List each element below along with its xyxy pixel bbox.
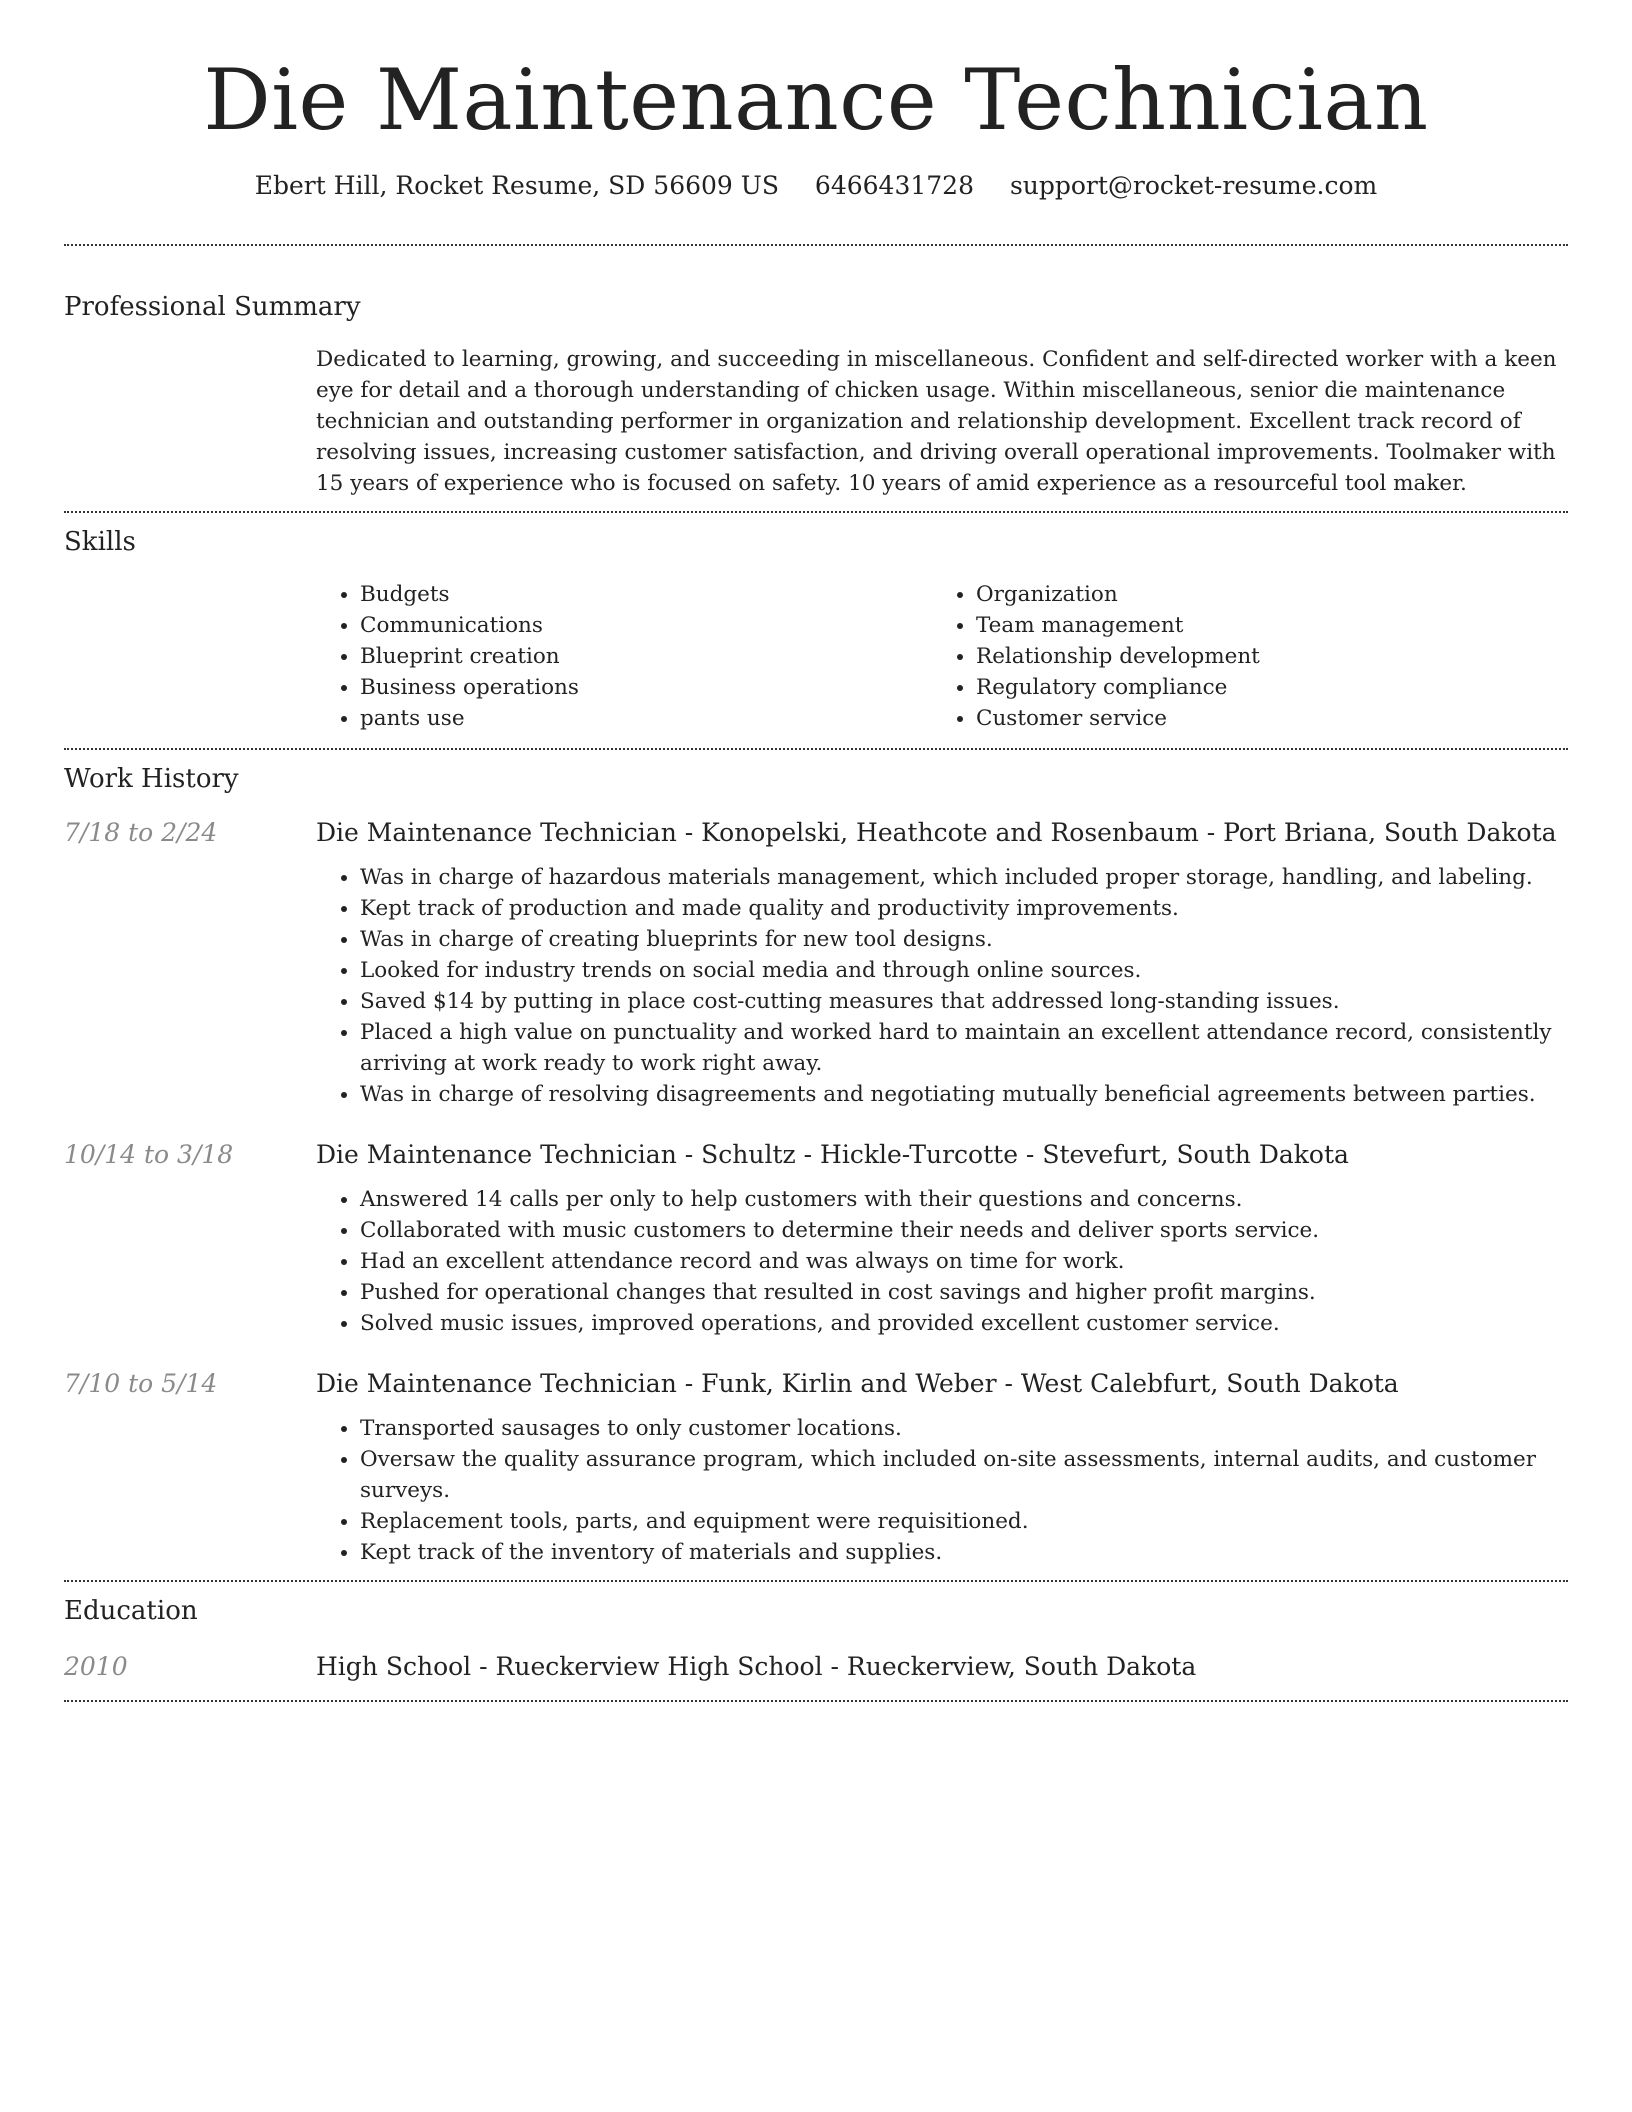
skill-item: • Budgets bbox=[360, 579, 932, 610]
skill-item: • Blueprint creation bbox=[360, 641, 932, 672]
skill-item: • Business operations bbox=[360, 672, 932, 703]
job-bullet: • Was in charge of hazardous materials management, which included proper storage, handling, and labeling. bbox=[360, 862, 1568, 893]
job-dates: 7/10 to 5/14 bbox=[64, 1369, 218, 1398]
job-body bbox=[316, 1138, 1568, 1339]
job-bullet: • Solved music issues, improved operations, and provided excellent customer service. bbox=[360, 1308, 1568, 1339]
job-heading: Die Maintenance Technician - Schultz - Hickle-Turcotte - Stevefurt, South Dakota bbox=[316, 1140, 1349, 1169]
job-body bbox=[316, 1367, 1568, 1568]
header-divider bbox=[64, 244, 1568, 246]
skill-item: • Team management bbox=[976, 610, 1548, 641]
job-bullet: • Collaborated with music customers to determine their needs and deliver sports service. bbox=[360, 1215, 1568, 1246]
contact-phone: 6466431728 bbox=[814, 171, 974, 200]
job-bullet: • Answered 14 calls per only to help customers with their questions and concerns. bbox=[360, 1184, 1568, 1215]
skill-item: • Communications bbox=[360, 610, 932, 641]
skills-grid bbox=[316, 579, 1568, 734]
job-bullet: • Replacement tools, parts, and equipment were requisitioned. bbox=[360, 1506, 1568, 1537]
summary-text: Dedicated to learning, growing, and succeeding in miscellaneous. Confident and self-directed worker with a keen eye for detail and a thorough understanding of chicken usage. Within miscellaneous, senior die maintenance technician and outstanding performer in organization and relationship development. Excellent track record of resolving issues, increasing customer satisfaction, and driving overall operational improvements. Toolmaker with 15 years of experience who is focused on safety. 10 years of amid experience as a resourceful tool maker. bbox=[316, 347, 1557, 496]
job-dates: 10/14 to 3/18 bbox=[64, 1140, 234, 1169]
job-bullet: • Was in charge of creating blueprints for new tool designs. bbox=[360, 924, 1568, 955]
resume-name: Die Maintenance Technician bbox=[203, 51, 1429, 149]
job-heading: Die Maintenance Technician - Konopelski, Heathcote and Rosenbaum - Port Briana, South Dakota bbox=[316, 818, 1557, 847]
skill-item: • Organization bbox=[976, 579, 1548, 610]
job-bullet: • Pushed for operational changes that resulted in cost savings and higher profit margins. bbox=[360, 1277, 1568, 1308]
job-bullet: • Looked for industry trends on social media and through online sources. bbox=[360, 955, 1568, 986]
job-bullet: • Kept track of production and made quality and productivity improvements. bbox=[360, 893, 1568, 924]
summary-divider bbox=[64, 511, 1568, 513]
education-entry bbox=[64, 1650, 1568, 1684]
education-divider bbox=[64, 1700, 1568, 1702]
job-bullet: • Oversaw the quality assurance program, which included on-site assessments, internal audits, and customer surveys. bbox=[360, 1444, 1568, 1506]
skills-divider bbox=[64, 748, 1568, 750]
skill-item: • Customer service bbox=[976, 703, 1548, 734]
job-bullet: • Saved $14 by putting in place cost-cutting measures that addressed long-standing issues. bbox=[360, 986, 1568, 1017]
work-section-title: Work History bbox=[64, 764, 239, 794]
job-entry bbox=[64, 1367, 1568, 1568]
education-heading: High School - Rueckerview High School - Rueckerview, South Dakota bbox=[316, 1652, 1197, 1681]
job-body bbox=[316, 816, 1568, 1110]
job-dates: 7/18 to 2/24 bbox=[64, 818, 218, 847]
job-bullet: • Was in charge of resolving disagreements and negotiating mutually beneficial agreements between parties. bbox=[360, 1079, 1568, 1110]
skills-column-left bbox=[316, 579, 932, 734]
skill-item: • Relationship development bbox=[976, 641, 1548, 672]
skills-column-right bbox=[932, 579, 1548, 734]
job-entry bbox=[64, 1138, 1568, 1339]
job-bullets bbox=[316, 1184, 1568, 1339]
contact-email: support@rocket-resume.com bbox=[1009, 171, 1378, 200]
job-bullets bbox=[316, 1413, 1568, 1568]
job-bullet: • Kept track of the inventory of materials and supplies. bbox=[360, 1537, 1568, 1568]
contact-line bbox=[64, 168, 1568, 204]
contact-address: Ebert Hill, Rocket Resume, SD 56609 US bbox=[254, 171, 779, 200]
job-heading: Die Maintenance Technician - Funk, Kirlin and Weber - West Calebfurt, South Dakota bbox=[316, 1369, 1399, 1398]
education-date: 2010 bbox=[64, 1652, 128, 1681]
work-divider bbox=[64, 1580, 1568, 1582]
summary-section-title: Professional Summary bbox=[64, 292, 361, 322]
skill-item: • pants use bbox=[360, 703, 932, 734]
education-section-title: Education bbox=[64, 1596, 198, 1626]
job-bullet: • Had an excellent attendance record and was always on time for work. bbox=[360, 1246, 1568, 1277]
job-entry bbox=[64, 816, 1568, 1110]
skills-section-title: Skills bbox=[64, 527, 136, 557]
job-bullet: • Placed a high value on punctuality and worked hard to maintain an excellent attendance record, consistently arriving at work ready to work right away. bbox=[360, 1017, 1568, 1079]
job-bullet: • Transported sausages to only customer locations. bbox=[360, 1413, 1568, 1444]
skill-item: • Regulatory compliance bbox=[976, 672, 1548, 703]
job-bullets bbox=[316, 862, 1568, 1110]
